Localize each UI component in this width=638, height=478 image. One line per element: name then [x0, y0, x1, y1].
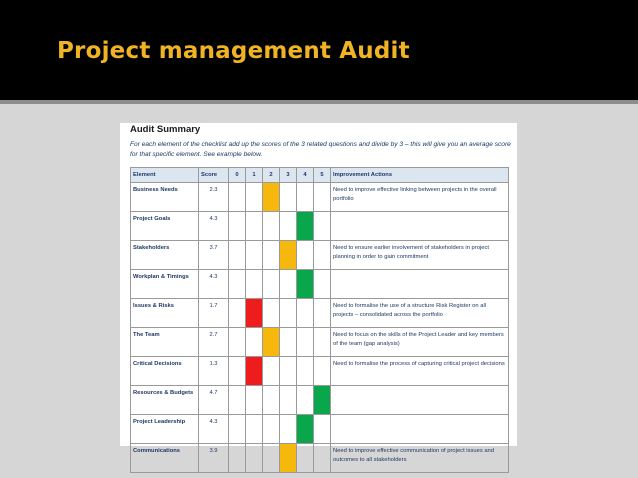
level-cell	[297, 328, 314, 357]
score-indicator-green	[297, 415, 314, 444]
level-0-column-header: 0	[229, 168, 246, 183]
level-2-column-header: 2	[263, 168, 280, 183]
level-cell	[280, 270, 297, 299]
score-cell: 1.3	[199, 357, 229, 386]
score-cell: 2.7	[199, 328, 229, 357]
level-cell	[229, 328, 246, 357]
level-cell	[314, 270, 331, 299]
level-cell	[263, 241, 280, 270]
improvement-action-cell	[331, 212, 509, 241]
table-row	[131, 270, 509, 299]
score-cell: 4.7	[199, 386, 229, 415]
level-cell	[229, 386, 246, 415]
score-indicator-amber	[263, 328, 280, 357]
element-cell: Project Leadership	[131, 415, 199, 444]
score-cell: 4.3	[199, 415, 229, 444]
score-cell: 2.3	[199, 183, 229, 212]
element-cell: Communications	[131, 444, 199, 473]
level-cell	[314, 357, 331, 386]
level-cell	[263, 386, 280, 415]
level-cell	[246, 183, 263, 212]
level-cell	[297, 444, 314, 473]
level-cell	[280, 299, 297, 328]
improvement-action-cell	[331, 386, 509, 415]
level-cell	[297, 241, 314, 270]
level-cell	[280, 386, 297, 415]
table-header-row	[131, 168, 509, 183]
score-indicator-red	[246, 299, 263, 328]
score-indicator-green	[314, 386, 331, 415]
level-cell	[297, 357, 314, 386]
level-cell	[280, 357, 297, 386]
audit-summary-table	[130, 167, 509, 473]
element-cell: Resources & Budgets	[131, 386, 199, 415]
level-cell	[280, 415, 297, 444]
element-cell: Stakeholders	[131, 241, 199, 270]
improvement-action-cell	[331, 415, 509, 444]
level-cell	[314, 444, 331, 473]
improvement-action-cell: Need to improve effective linking between projects in the overall portfolio	[331, 183, 509, 212]
table-row	[131, 212, 509, 241]
level-cell	[314, 299, 331, 328]
element-cell: Business Needs	[131, 183, 199, 212]
score-indicator-amber	[263, 183, 280, 212]
level-cell	[263, 212, 280, 241]
level-cell	[246, 328, 263, 357]
table-row	[131, 444, 509, 473]
level-cell	[246, 270, 263, 299]
level-cell	[280, 183, 297, 212]
level-cell	[314, 212, 331, 241]
header-divider	[0, 100, 638, 104]
score-indicator-amber	[280, 444, 297, 473]
level-cell	[263, 270, 280, 299]
improvement-actions-column-header: Improvement Actions	[331, 168, 509, 183]
element-cell: Workplan & Timings	[131, 270, 199, 299]
level-cell	[229, 212, 246, 241]
level-cell	[314, 183, 331, 212]
level-cell	[297, 183, 314, 212]
level-cell	[314, 415, 331, 444]
element-cell: Issues & Risks	[131, 299, 199, 328]
level-cell	[246, 386, 263, 415]
score-column-header: Score	[199, 168, 229, 183]
level-5-column-header: 5	[314, 168, 331, 183]
level-cell	[229, 270, 246, 299]
level-cell	[229, 357, 246, 386]
level-cell	[314, 328, 331, 357]
table-row	[131, 386, 509, 415]
element-cell: Critical Decisions	[131, 357, 199, 386]
table-row	[131, 415, 509, 444]
level-3-column-header: 3	[280, 168, 297, 183]
level-4-column-header: 4	[297, 168, 314, 183]
score-cell: 3.7	[199, 241, 229, 270]
level-cell	[246, 212, 263, 241]
level-cell	[229, 299, 246, 328]
improvement-action-cell: Need to ensure earlier involvement of stakeholders in project planning in order to gain commitment	[331, 241, 509, 270]
level-cell	[263, 357, 280, 386]
improvement-action-cell: Need to improve effective communication of project issues and outcomes to all stakeholders	[331, 444, 509, 473]
score-cell: 4.3	[199, 212, 229, 241]
slide-header	[0, 0, 638, 100]
slide-title: Project management Audit	[57, 38, 410, 64]
level-cell	[263, 444, 280, 473]
element-cell: Project Goals	[131, 212, 199, 241]
audit-summary-document	[120, 123, 517, 463]
level-cell	[280, 212, 297, 241]
level-cell	[297, 386, 314, 415]
element-column-header: Element	[131, 168, 199, 183]
improvement-action-cell: Need to focus on the skills of the Project Leader and key members of the team (gap analysis)	[331, 328, 509, 357]
table-row	[131, 183, 509, 212]
audit-summary-heading: Audit Summary	[130, 124, 201, 135]
score-indicator-green	[297, 212, 314, 241]
table-row	[131, 357, 509, 386]
table-row	[131, 241, 509, 270]
level-cell	[280, 328, 297, 357]
improvement-action-cell: Need to formalise the use of a structure Risk Register on all projects – consolidated across the portfolio	[331, 299, 509, 328]
score-cell: 1.7	[199, 299, 229, 328]
score-cell: 3.9	[199, 444, 229, 473]
score-indicator-green	[297, 270, 314, 299]
level-cell	[229, 444, 246, 473]
level-cell	[246, 241, 263, 270]
improvement-action-cell: Need to formalise the process of capturing critical project decisions	[331, 357, 509, 386]
level-cell	[229, 415, 246, 444]
level-cell	[229, 241, 246, 270]
element-cell: The Team	[131, 328, 199, 357]
audit-summary-intro: For each element of the checklist add up the scores of the 3 related questions and divide by 3 – this will give you an average score for that specific element. See example below.	[130, 141, 511, 158]
level-cell	[246, 444, 263, 473]
table-row	[131, 328, 509, 357]
level-cell	[263, 415, 280, 444]
improvement-action-cell	[331, 270, 509, 299]
level-cell	[263, 299, 280, 328]
level-cell	[229, 183, 246, 212]
score-cell: 4.3	[199, 270, 229, 299]
score-indicator-red	[246, 357, 263, 386]
score-indicator-amber	[280, 241, 297, 270]
level-cell	[314, 241, 331, 270]
level-cell	[297, 299, 314, 328]
level-cell	[246, 415, 263, 444]
level-1-column-header: 1	[246, 168, 263, 183]
table-row	[131, 299, 509, 328]
